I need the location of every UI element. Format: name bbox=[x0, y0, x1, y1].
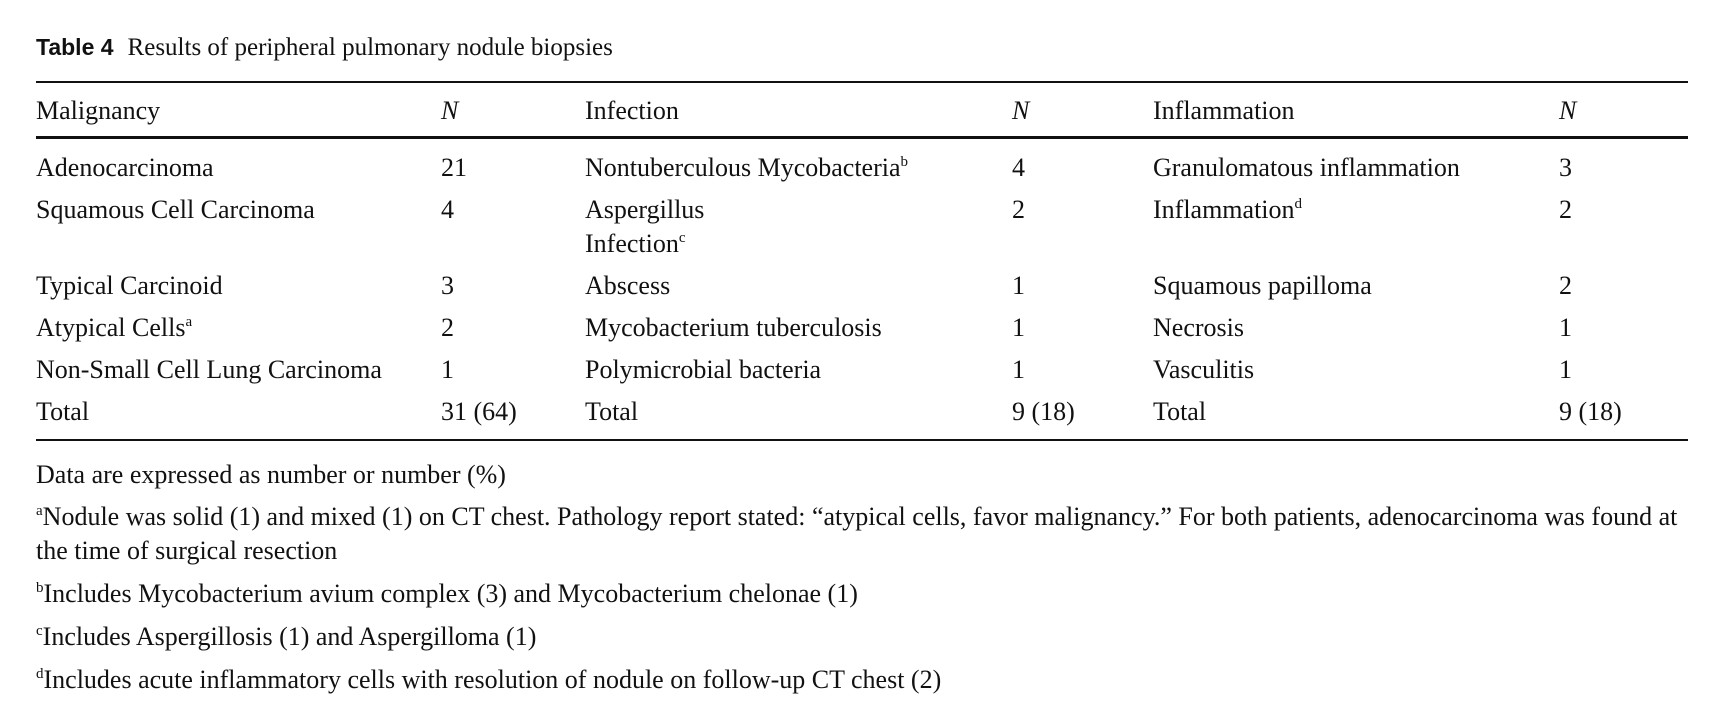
table-header-row bbox=[36, 83, 1688, 138]
table-caption bbox=[36, 34, 613, 62]
inflammation-n-cell: 1 bbox=[1559, 355, 1572, 384]
inflammation-total-label: Total bbox=[1153, 397, 1207, 426]
malignancy-total-label: Total bbox=[36, 397, 90, 426]
footnote-mark: c bbox=[36, 623, 43, 639]
malignancy-cell: Adenocarcinoma bbox=[36, 153, 214, 182]
inflammation-cell: Granulomatous inflammation bbox=[1153, 153, 1460, 182]
table-label: Table 4 bbox=[36, 34, 114, 60]
footnote-mark: a bbox=[36, 503, 43, 519]
footnote-d: $^d$Includes acute inflammatory cells with resolution of nodule on follow-up CT chest (2) bbox=[36, 665, 942, 694]
malignancy-n-cell: 21 bbox=[441, 153, 467, 182]
table-notes bbox=[36, 458, 1688, 706]
inflammation-cell: Vasculitis bbox=[1153, 355, 1255, 384]
infection-n-cell: 2 bbox=[1012, 195, 1025, 224]
inflammation-cell: Inflammation$^d$ bbox=[1153, 195, 1303, 224]
inflammation-cell: Necrosis bbox=[1153, 313, 1244, 342]
header-n-infection: N bbox=[1012, 95, 1030, 125]
infection-cell: Mycobacterium tuberculosis bbox=[585, 313, 882, 342]
footnote-mark: d bbox=[36, 666, 44, 682]
table-row bbox=[36, 138, 1688, 193]
infection-total-label: Total bbox=[585, 397, 639, 426]
inflammation-n-cell: 2 bbox=[1559, 195, 1572, 224]
malignancy-cell: Typical Carcinoid bbox=[36, 271, 223, 300]
infection-n-cell: 1 bbox=[1012, 355, 1025, 384]
infection-cell: Nontuberculous Mycobacteria$^b$ bbox=[585, 153, 909, 182]
infection-total-value: 9 (18) bbox=[1012, 397, 1075, 426]
malignancy-total-value: 31 (64) bbox=[441, 397, 517, 426]
header-malignancy: Malignancy bbox=[36, 95, 161, 125]
infection-n-cell: 1 bbox=[1012, 271, 1025, 300]
inflammation-n-cell: 1 bbox=[1559, 313, 1572, 342]
table-title: Results of peripheral pulmonary nodule biopsies bbox=[127, 34, 613, 61]
bottom-rule bbox=[36, 439, 1688, 441]
footnote-b: $^b$Includes Mycobacterium avium complex (3) and Mycobacterium chelonae (1) bbox=[36, 579, 858, 608]
inflammation-n-cell: 3 bbox=[1559, 153, 1572, 182]
malignancy-n-cell: 3 bbox=[441, 271, 454, 300]
header-infection: Infection bbox=[585, 95, 679, 125]
table-row bbox=[36, 193, 1688, 269]
inflammation-total-value: 9 (18) bbox=[1559, 397, 1622, 426]
infection-cell: Abscess bbox=[585, 271, 671, 300]
infection-cell: Aspergillus Infection$^c$ bbox=[585, 195, 705, 258]
table-row bbox=[36, 311, 1688, 353]
general-note: Data are expressed as number or number (%) bbox=[36, 460, 506, 489]
malignancy-cell: Atypical Cells$^a$ bbox=[36, 313, 193, 342]
header-inflammation: Inflammation bbox=[1153, 95, 1295, 125]
inflammation-cell: Squamous papilloma bbox=[1153, 271, 1372, 300]
footnote-mark: b bbox=[36, 580, 44, 596]
malignancy-cell: Non-Small Cell Lung Carcinoma bbox=[36, 355, 382, 384]
table-row-total bbox=[36, 395, 1688, 429]
malignancy-n-cell: 2 bbox=[441, 313, 454, 342]
malignancy-n-cell: 4 bbox=[441, 195, 454, 224]
inflammation-n-cell: 2 bbox=[1559, 271, 1572, 300]
malignancy-cell: Squamous Cell Carcinoma bbox=[36, 195, 315, 224]
infection-n-cell: 1 bbox=[1012, 313, 1025, 342]
header-n-inflammation: N bbox=[1559, 95, 1577, 125]
header-n-malignancy: N bbox=[441, 95, 459, 125]
table-row bbox=[36, 353, 1688, 395]
infection-n-cell: 4 bbox=[1012, 153, 1025, 182]
table-row bbox=[36, 269, 1688, 311]
footnote-a: $^a$Nodule was solid (1) and mixed (1) on CT chest. Pathology report stated: “atypical cells, favor malignancy.” For both patients, adenocarcinoma was found at the time of surgical resection bbox=[36, 502, 1678, 565]
infection-cell: Polymicrobial bacteria bbox=[585, 355, 822, 384]
footnote-c: $^c$Includes Aspergillosis (1) and Aspergilloma (1) bbox=[36, 622, 537, 651]
results-table bbox=[36, 83, 1688, 429]
malignancy-n-cell: 1 bbox=[441, 355, 454, 384]
